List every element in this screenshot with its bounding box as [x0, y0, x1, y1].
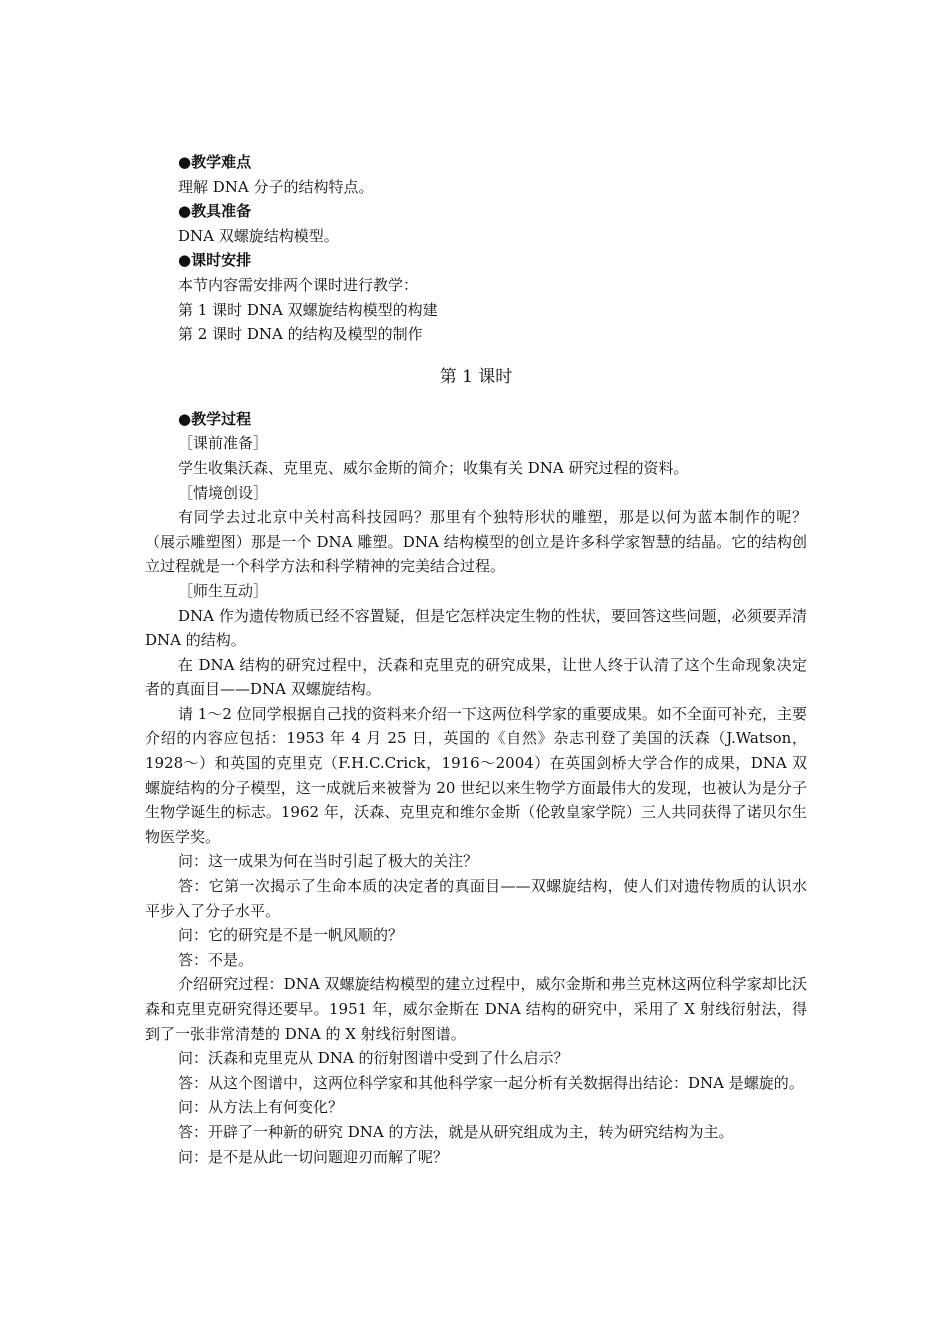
lesson-1-line: 第 1 课时 DNA 双螺旋结构模型的构建: [178, 300, 438, 319]
scene-paragraph: 有同学去过北京中关村高科技园吗？那里有个独特形状的雕塑，那是以何为蓝本制作的呢？（展示雕塑图）那是一个 DNA 雕塑。DNA 结构模型的创立是许多科学家智慧的结晶。它的结构创立过程就是一个科学方法和科学精神的完美结合过程。: [145, 508, 807, 576]
prep-label: ［课前准备］: [178, 434, 269, 453]
answer-3: 答：从这个图谱中，这两位科学家和其他科学家一起分析有关数据得出结论：DNA 是螺旋的。: [178, 1073, 804, 1092]
question-5: 问：是不是从此一切问题迎刃而解了呢？: [178, 1147, 449, 1166]
question-1: 问：这一成果为何在当时引起了极大的关注？: [178, 852, 479, 871]
answer-2: 答：不是。: [178, 950, 254, 969]
paragraph-3: 请 1～2 位同学根据自己找的资料来介绍一下这两位科学家的重要成果。如不全面可补充，主要介绍的内容应包括：1953 年 4 月 25 日，英国的《自然》杂志刊登了美国的沃森（J.Watson，1928～）和英国的克里克（F.H.C.Crick，1916～2004）在英国剑桥大学合作的成果，DNA 双螺旋结构的分子模型，这一成就后来被誉为 20 世纪以来生物学方面最伟大的发现，也被认为是分子生物学诞生的标志。1962 年，沃森、克里克和维尔金斯（伦敦皇家学院）三人共同获得了诺贝尔生物医学奖。: [145, 704, 807, 846]
answer-1: 答：它第一次揭示了生命本质的决定者的真面目——双螺旋结构，使人们对遗传物质的认识水平步入了分子水平。: [145, 877, 807, 920]
process-heading: ●教学过程: [178, 409, 252, 428]
question-2: 问：它的研究是不是一帆风顺的？: [178, 926, 404, 945]
prep-text: 学生收集沃森、克里克、威尔金斯的简介；收集有关 DNA 研究过程的资料。: [178, 458, 689, 477]
scene-label: ［情境创设］: [178, 483, 269, 502]
paragraph-1: DNA 作为遗传物质已经不容置疑，但是它怎样决定生物的性状，要回答这些问题，必须要弄清 DNA 的结构。: [145, 606, 807, 650]
answer-4: 答：开辟了一种新的研究 DNA 的方法，就是从研究组成为主，转为研究结构为主。: [178, 1122, 734, 1141]
tools-text: DNA 双螺旋结构模型。: [178, 226, 339, 245]
difficulty-text: 理解 DNA 分子的结构特点。: [178, 177, 374, 196]
paragraph-2: 在 DNA 结构的研究过程中，沃森和克里克的研究成果，让世人终于认清了这个生命现象决定者的真面目——DNA 双螺旋结构。: [145, 655, 807, 699]
difficulty-heading: ●教学难点: [178, 153, 252, 171]
schedule-intro: 本节内容需安排两个课时进行教学：: [178, 275, 419, 294]
lesson-title: 第 1 课时: [439, 366, 513, 387]
schedule-heading: ●课时安排: [178, 251, 252, 270]
tools-heading: ●教具准备: [178, 202, 252, 221]
question-3: 问：沃森和克里克从 DNA 的衍射图谱中受到了什么启示？: [178, 1049, 569, 1068]
paragraph-4: 介绍研究过程：DNA 双螺旋结构模型的建立过程中，威尔金斯和弗兰克林这两位科学家却比沃森和克里克研究得还要早。1951 年，威尔金斯在 DNA 结构的研究中，采用了 X 射线衍射法，得到了一张非常清楚的 DNA 的 X 射线衍射图谱。: [145, 975, 807, 1043]
lesson-2-line: 第 2 课时 DNA 的结构及模型的制作: [178, 325, 423, 344]
question-4: 问：从方法上有何变化？: [178, 1098, 344, 1117]
document-body: [145, 150, 807, 1169]
interact-label: ［师生互动］: [178, 581, 269, 600]
